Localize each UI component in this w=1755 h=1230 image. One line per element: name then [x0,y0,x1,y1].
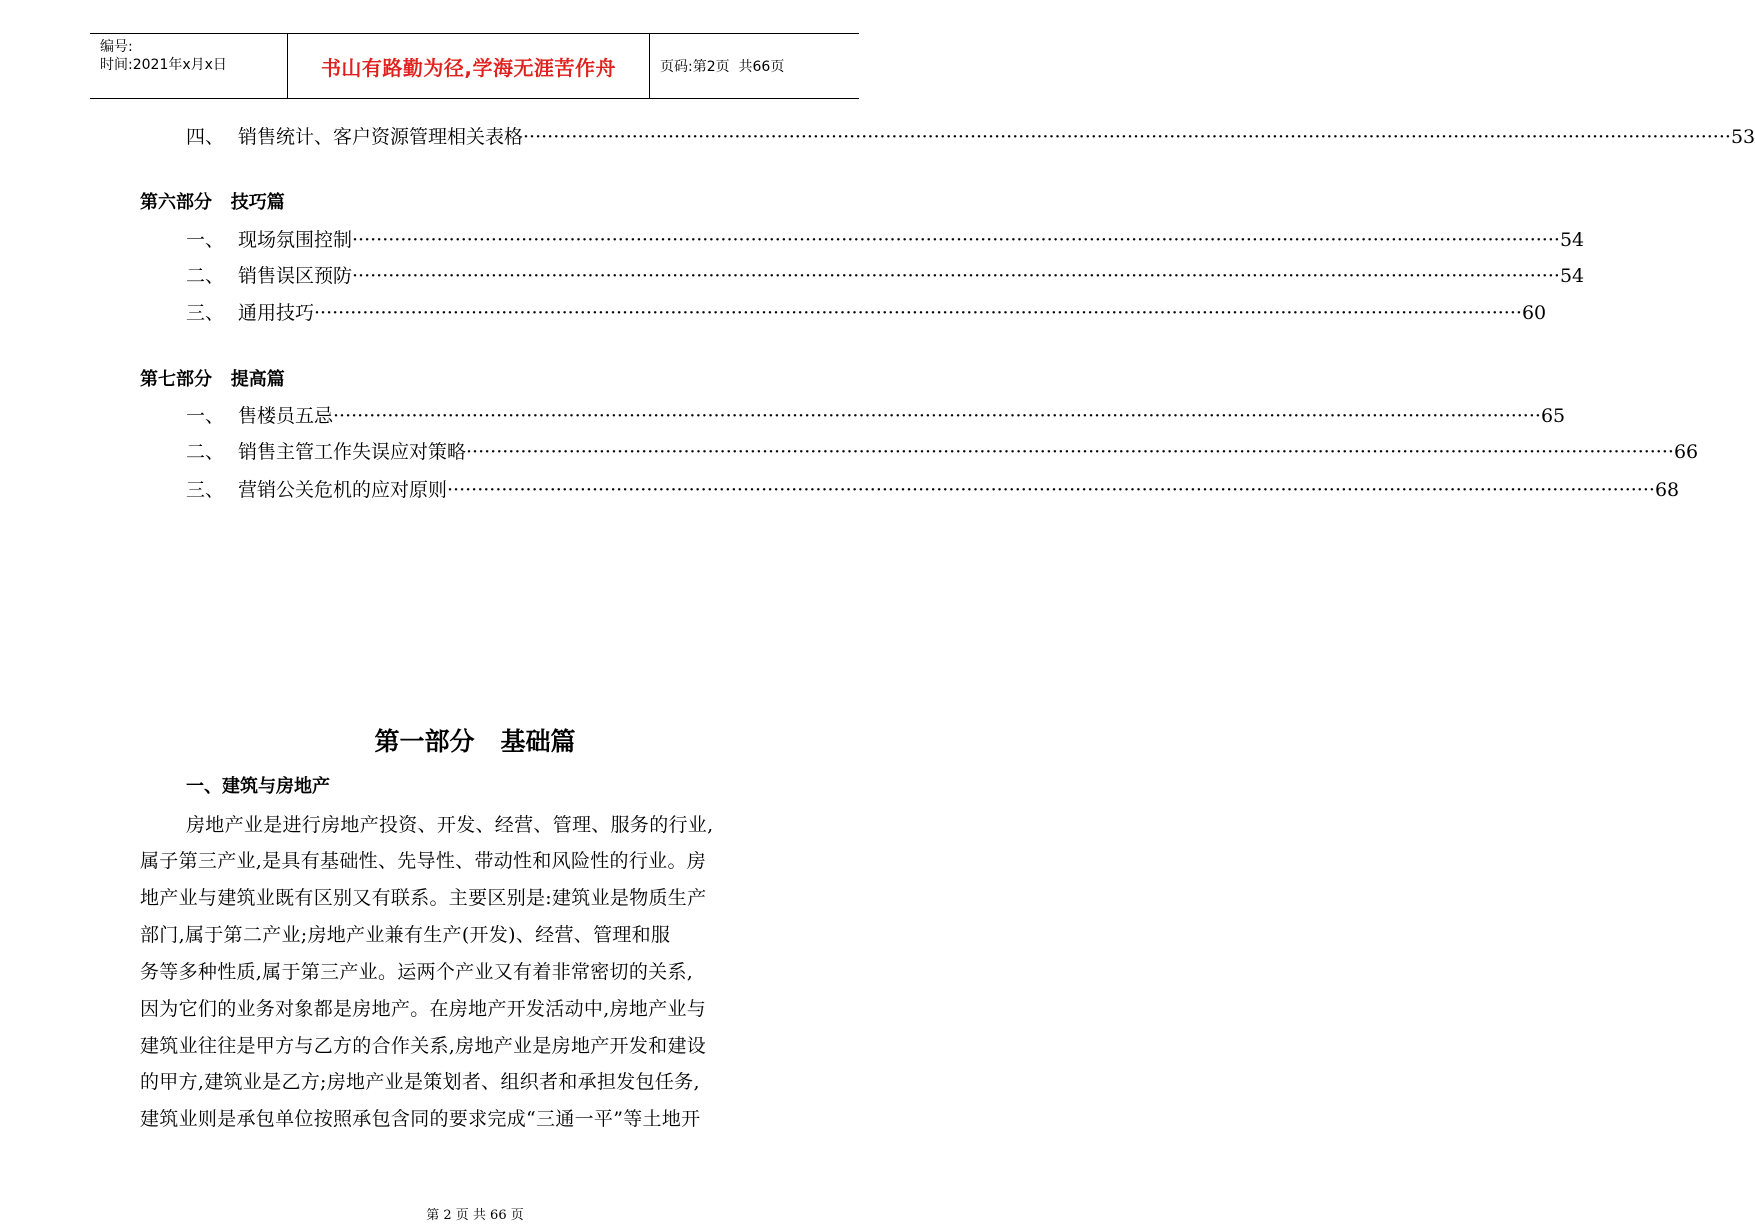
toc-entry[interactable] [186,225,1585,251]
toc-entry-number: 一、 [186,229,225,251]
paragraph-line: 属子第三产业,是具有基础性、先导性、带动性和风险性的行业。房 [140,850,707,872]
toc-entry-page: 68 [1654,479,1680,501]
toc-leader-dots: ········································································································································································································ [523,126,1731,148]
toc-entry-page: 66 [1673,441,1699,463]
paragraph-line: 地产业与建筑业既有区别又有联系。主要区别是:建筑业是物质生产 [140,887,707,909]
document-time-label: 时间:2021年x月x日 [100,57,227,73]
toc-entry-title: 营销公关危机的应对原则 [238,479,448,501]
toc-entry[interactable] [186,475,1680,501]
paragraph-line: 务等多种性质,属于第三产业。运两个产业又有着非常密切的关系, [140,961,694,983]
toc-section-heading: 第七部分 提高篇 [140,369,285,390]
toc-section-heading: 第六部分 技巧篇 [140,192,285,213]
toc-leader-dots: ········································································································································································································ [466,441,1674,463]
header-meta [90,34,287,98]
toc-entry-title: 现场氛围控制 [238,229,353,251]
paragraph-line: 因为它们的业务对象都是房地产。在房地产开发活动中,房地产业与 [140,998,707,1020]
toc-entry-number: 四、 [186,126,225,148]
header-motto: 书山有路勤为径,学海无涯苦作舟 [320,55,617,80]
toc-entry[interactable] [186,437,1699,463]
toc-leader-dots: ········································································································································································································ [314,302,1522,324]
toc-entry-page: 53 [1730,126,1755,148]
paragraph-line: 建筑业往往是甲方与乙方的合作关系,房地产业是房地产开发和建设 [140,1035,707,1057]
toc-entry-title: 销售主管工作失误应对策略 [238,441,467,463]
toc-entry-number: 三、 [186,302,225,324]
toc-entry-page: 54 [1559,229,1585,251]
toc-entry-page: 54 [1559,265,1585,287]
page-header [90,33,859,99]
toc-entry-number: 二、 [186,441,225,463]
toc-entry-number: 一、 [186,405,225,427]
toc-leader-dots: ········································································································································································································ [352,265,1560,287]
paragraph-line: 的甲方,建筑业是乙方;房地产业是策划者、组织者和承担发包任务, [140,1071,700,1093]
toc-entry-title: 售楼员五忌 [238,405,334,427]
toc-entry-page: 60 [1521,302,1547,324]
toc-leader-dots: ········································································································································································································ [352,229,1560,251]
toc-entry[interactable] [186,261,1585,287]
toc-entry-number: 二、 [186,265,225,287]
toc-entry[interactable] [186,298,1547,324]
paragraph-line: 房地产业是进行房地产投资、开发、经营、管理、服务的行业, [186,814,714,836]
section-subheading: 一、建筑与房地产 [186,776,330,797]
paragraph-line: 建筑业则是承包单位按照承包含同的要求完成“三通一平”等土地开 [140,1108,701,1130]
toc-leader-dots: ········································································································································································································ [447,479,1655,501]
header-page-label: 页码:第2页 共66页 [660,59,785,75]
toc-entry[interactable] [186,122,1755,148]
toc-entry-title: 通用技巧 [238,302,315,324]
paragraph-line: 部门,属于第二产业;房地产业兼有生产(开发)、经营、管理和服 [140,924,671,946]
header-motto-cell [287,34,650,98]
part-title: 第一部分 基础篇 [374,727,576,756]
toc-entry[interactable] [186,401,1566,427]
document-number-label: 编号: [100,39,133,55]
toc-entry-title: 销售误区预防 [238,265,353,287]
toc-leader-dots: ········································································································································································································ [333,405,1541,427]
header-page-cell [650,34,859,98]
toc-entry-number: 三、 [186,479,225,501]
page-footer: 第 2 页 共 66 页 [426,1208,524,1223]
toc-entry-page: 65 [1540,405,1566,427]
toc-entry-title: 销售统计、客户资源管理相关表格 [238,126,524,148]
